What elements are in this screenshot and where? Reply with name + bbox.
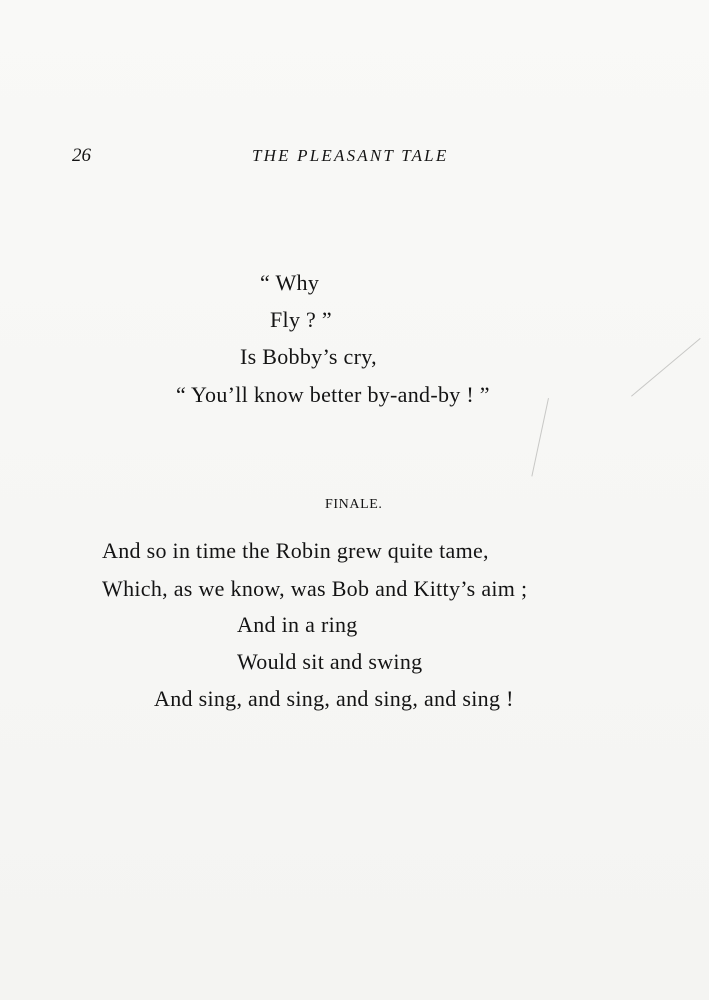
verse-line: Would sit and swing [237,649,423,674]
verse-line: Is Bobby’s cry, [240,344,377,369]
page-number: 26 [72,145,91,166]
show-through-mark [531,398,549,476]
section-heading: FINALE. [325,497,383,512]
verse-line: “ Why [260,270,320,295]
verse-line: And so in time the Robin grew quite tame, [102,538,489,563]
verse-line: “ You’ll know better by-and-by ! ” [176,382,490,407]
verse-line: And in a ring [237,612,358,637]
running-title: THE PLEASANT TALE [252,146,449,165]
verse-line: Fly ? ” [270,307,332,332]
verse-line: And sing, and sing, and sing, and sing ! [154,686,514,711]
verse-line: Which, as we know, was Bob and Kitty’s aim ; [102,576,528,601]
show-through-mark [631,338,701,397]
